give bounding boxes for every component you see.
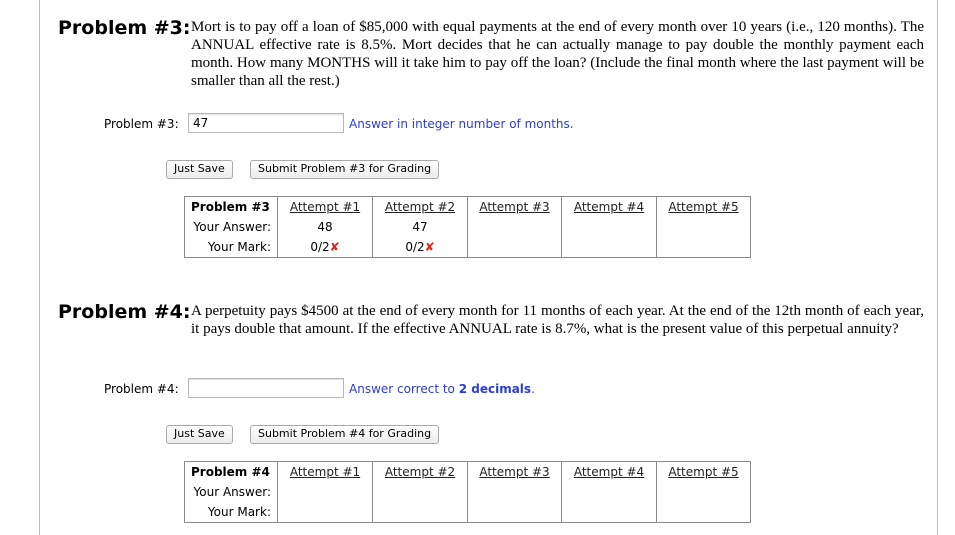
problem-4-attempt-3-link[interactable]: Attempt #3 <box>468 462 562 483</box>
problem-3-attempt-5-mark <box>657 237 751 258</box>
hint-prefix: Answer correct to <box>349 382 459 396</box>
problem-3-attempt-5-answer <box>657 217 751 237</box>
problem-3-attempt-1-link[interactable]: Attempt #1 <box>278 197 373 218</box>
mark-value: 0/2 <box>310 240 330 254</box>
problem-3-attempt-5-link[interactable]: Attempt #5 <box>657 197 751 218</box>
problem-4-submit-button[interactable]: Submit Problem #4 for Grading <box>250 425 439 444</box>
problem-3-attempt-4-mark <box>562 237 657 258</box>
hint-suffix: . <box>531 382 535 396</box>
wrong-x-icon: ✘ <box>424 240 435 254</box>
problem-3-attempts-table <box>184 196 751 258</box>
problem-4-attempts-table <box>184 461 751 523</box>
problem-3-your-mark-label: Your Mark: <box>185 237 278 258</box>
problem-3-submit-button[interactable]: Submit Problem #3 for Grading <box>250 160 439 179</box>
problem-3-attempt-1-answer: 48 <box>278 217 373 237</box>
problem-3-text: Mort is to pay off a loan of $85,000 with equal payments at the end of every month over 10 years (i.e., 120 months). The ANNUAL effective rate is 8.5%. Mort decides that he can actually manage to pay double the monthly payment each month. How many MONTHS will it take him to pay off the loan? (Include the final month where the last payment will be smaller than all the rest.) <box>191 19 924 89</box>
problem-4-your-answer-label: Your Answer: <box>185 482 278 502</box>
mark-value: 0/2 <box>405 240 425 254</box>
problem-4-attempt-1-answer <box>278 482 373 502</box>
wrong-x-icon: ✘ <box>329 240 340 254</box>
problem-4-answer-label: Problem #4: <box>104 382 179 396</box>
problem-4-answer-input[interactable] <box>188 378 344 398</box>
problem-3-attempt-4-answer <box>562 217 657 237</box>
problem-3-attempt-1-mark <box>278 237 373 258</box>
problem-3-just-save-button[interactable]: Just Save <box>166 160 233 179</box>
problem-4-just-save-button[interactable]: Just Save <box>166 425 233 444</box>
problem-4-attempt-5-answer <box>657 482 751 502</box>
problem-4-attempt-4-answer <box>562 482 657 502</box>
problem-3-table-header: Problem #3 <box>185 197 278 218</box>
problem-4-attempt-4-mark <box>562 502 657 523</box>
problem-4-attempt-2-mark <box>373 502 468 523</box>
problem-4-attempt-2-answer <box>373 482 468 502</box>
problem-3-attempt-2-mark <box>373 237 468 258</box>
problem-4-attempt-1-link[interactable]: Attempt #1 <box>278 462 373 483</box>
problem-4-text: A perpetuity pays $4500 at the end of every month for 11 months of each year. At the end of the 12th month of each year, it pays double that amount. If the effective ANNUAL rate is 8.7%, what is the present value of this perpetual annuity? <box>191 303 924 337</box>
problem-3-attempt-3-answer <box>468 217 562 237</box>
problem-4-attempt-2-link[interactable]: Attempt #2 <box>373 462 468 483</box>
problem-4-attempt-5-link[interactable]: Attempt #5 <box>657 462 751 483</box>
problem-4-answer-hint <box>349 382 535 396</box>
right-border <box>937 0 938 535</box>
left-border <box>39 0 40 535</box>
problem-3-answer-label: Problem #3: <box>104 117 179 131</box>
problem-4-attempt-1-mark <box>278 502 373 523</box>
problem-3-attempt-4-link[interactable]: Attempt #4 <box>562 197 657 218</box>
problem-3-attempt-2-answer: 47 <box>373 217 468 237</box>
problem-4-heading: Problem #4: <box>58 301 191 323</box>
problem-4-attempt-5-mark <box>657 502 751 523</box>
problem-4-attempt-4-link[interactable]: Attempt #4 <box>562 462 657 483</box>
problem-3-answer-hint: Answer in integer number of months. <box>349 117 574 131</box>
problem-4-attempt-3-answer <box>468 482 562 502</box>
problem-3-attempt-3-link[interactable]: Attempt #3 <box>468 197 562 218</box>
problem-3-attempt-2-link[interactable]: Attempt #2 <box>373 197 468 218</box>
problem-4-table-header: Problem #4 <box>185 462 278 483</box>
problem-3-attempt-3-mark <box>468 237 562 258</box>
problem-4-your-mark-label: Your Mark: <box>185 502 278 523</box>
problem-3-answer-input[interactable] <box>188 113 344 133</box>
problem-3-your-answer-label: Your Answer: <box>185 217 278 237</box>
problem-4-attempt-3-mark <box>468 502 562 523</box>
problem-3-heading: Problem #3: <box>58 17 191 39</box>
hint-bold: 2 decimals <box>458 382 532 396</box>
